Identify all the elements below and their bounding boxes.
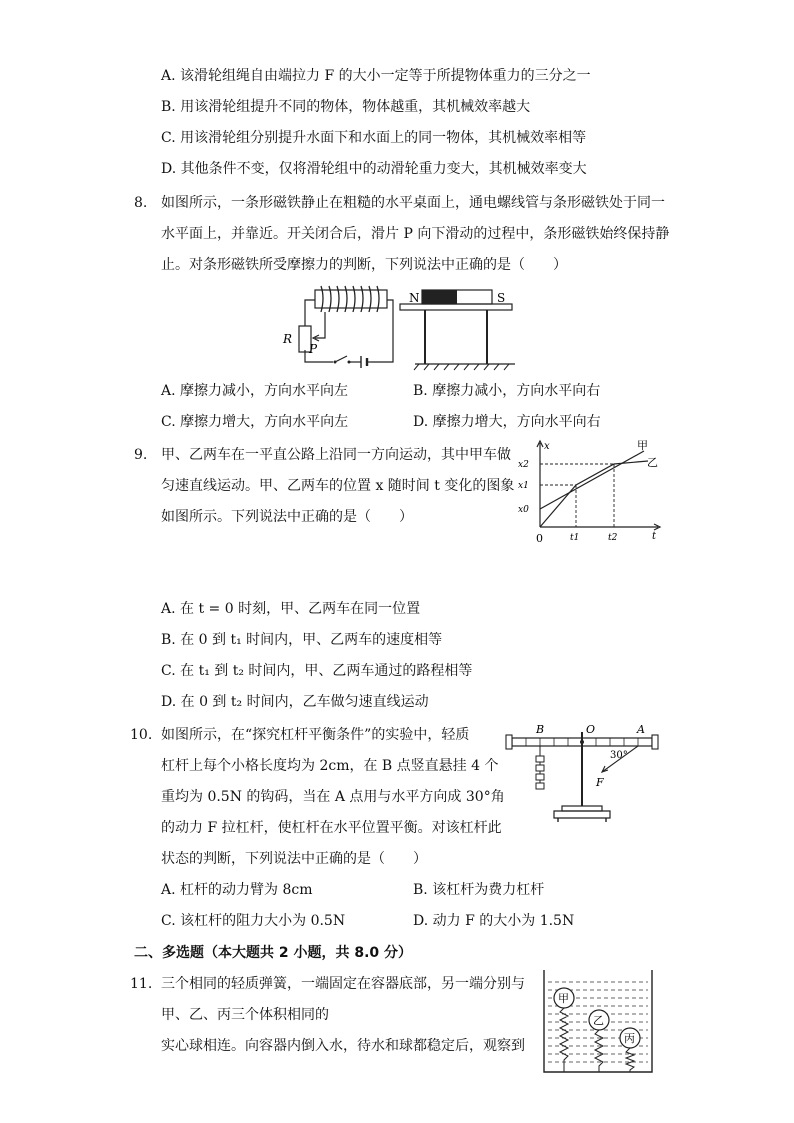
q10-stem-line3: 重均为 0.5N 的钩码，当在 A 点用与水平方向成 30°角 — [161, 789, 505, 805]
q10-number: 10. — [130, 727, 153, 743]
q11-label-yi: 乙 — [593, 1014, 604, 1027]
q9-stem-line3: 如图所示。下列说法中正确的是（ ） — [161, 509, 413, 525]
q11-number: 11. — [130, 976, 153, 992]
q8-stem-line1: 如图所示，一条形磁铁静止在粗糙的水平桌面上，通电螺线管与条形磁铁处于同一 — [161, 195, 665, 211]
q10-label-a: A — [637, 723, 645, 736]
q10-stem-line5: 状态的判断，下列说法中正确的是（ ） — [161, 851, 427, 867]
q9-origin-label: 0 — [536, 532, 543, 545]
q10-label-f: F — [596, 776, 604, 789]
q9-axis-x-label: x — [544, 441, 550, 452]
q9-option-a: A. 在 t = 0 时刻，甲、乙两车在同一位置 — [161, 601, 421, 617]
q7-option-b: B. 用该滑轮组提升不同的物体，物体越重，其机械效率越大 — [161, 99, 531, 115]
q9-option-c: C. 在 t₁ 到 t₂ 时间内，甲、乙两车通过的路程相等 — [161, 663, 473, 679]
q7-option-c: C. 用该滑轮组分别提升水面下和水面上的同一物体，其机械效率相等 — [161, 130, 587, 146]
q11-container-figure — [540, 966, 658, 1078]
q10-option-a: A. 杠杆的动力臂为 8cm — [161, 882, 313, 898]
q9-option-d: D. 在 0 到 t₂ 时间内，乙车做匀速直线运动 — [161, 694, 429, 710]
section-multiple-choice-title: 二、多选题（本大题共 2 小题，共 8.0 分） — [134, 945, 413, 961]
q10-option-b: B. 该杠杆为费力杠杆 — [413, 882, 545, 898]
spring-jia — [560, 1008, 568, 1072]
q8-figure — [275, 280, 530, 372]
q9-label-yi: 乙 — [647, 456, 658, 469]
q10-option-c: C. 该杠杆的阻力大小为 0.5N — [161, 913, 346, 929]
q11-label-jia: 甲 — [558, 992, 569, 1005]
spring-bing — [626, 1048, 634, 1072]
q8-number: 8. — [134, 195, 148, 211]
q10-lever-figure — [502, 722, 666, 830]
q10-label-o: O — [586, 723, 596, 736]
q9-line-yi — [540, 461, 648, 527]
q9-xt-graph — [520, 435, 665, 545]
q8-label-n: N — [409, 291, 420, 305]
q9-option-b: B. 在 0 到 t₁ 时间内，甲、乙两车的速度相等 — [161, 632, 443, 648]
q8-option-d: D. 摩擦力增大，方向水平向右 — [413, 414, 601, 430]
q9-stem-line2: 匀速直线运动。甲、乙两车的位置 x 随时间 t 变化的图象 — [161, 478, 515, 494]
q9-label-jia: 甲 — [637, 439, 648, 452]
q9-label-x2: x2 — [518, 460, 529, 470]
q9-axis-t-label: t — [652, 531, 657, 542]
q10-stem-line1: 如图所示，在“探究杠杆平衡条件”的实验中，轻质 — [161, 727, 470, 743]
q10-stem-line4: 的动力 F 拉杠杆，使杠杆在水平位置平衡。对该杠杆此 — [161, 820, 502, 836]
q8-stem-line2: 水平面上，并靠近。开关闭合后，滑片 P 向下滑动的过程中，条形磁铁始终保持静 — [161, 226, 670, 242]
q8-option-b: B. 摩擦力减小，方向水平向右 — [413, 383, 601, 399]
q11-label-bing: 丙 — [624, 1032, 635, 1045]
q11-stem-line3: 实心球相连。向容器内倒入水，待水和球都稳定后，观察到 — [161, 1038, 525, 1054]
q8-stem-line3: 止。对条形磁铁所受摩擦力的判断，下列说法中正确的是（ ） — [161, 257, 567, 273]
q11-stem-line1: 三个相同的轻质弹簧，一端固定在容器底部，另一端分别与 — [161, 976, 525, 992]
q7-option-a: A. 该滑轮组绳自由端拉力 F 的大小一定等于所提物体重力的三分之一 — [161, 68, 591, 84]
q10-label-angle: 30° — [610, 750, 628, 761]
q8-label-p: P — [309, 342, 318, 356]
q10-stem-line2: 杠杆上每个小格长度均为 2cm，在 B 点竖直悬挂 4 个 — [161, 758, 499, 774]
q9-label-x0: x0 — [518, 505, 529, 515]
q9-line-jia — [540, 451, 644, 509]
q10-label-b: B — [536, 723, 545, 736]
q9-label-t2: t2 — [608, 533, 618, 543]
q8-label-r: R — [283, 332, 293, 346]
q9-number: 9. — [134, 447, 148, 463]
spring-yi — [595, 1030, 603, 1072]
q7-option-d: D. 其他条件不变，仅将滑轮组中的动滑轮重力变大，其机械效率变大 — [161, 161, 587, 177]
q8-option-c: C. 摩擦力增大，方向水平向左 — [161, 414, 349, 430]
q8-label-s: S — [497, 291, 506, 305]
q10-option-d: D. 动力 F 的大小为 1.5N — [413, 913, 575, 929]
q9-label-t1: t1 — [570, 533, 580, 543]
q8-option-a: A. 摩擦力减小，方向水平向左 — [161, 383, 349, 399]
q9-stem-line1: 甲、乙两车在一平直公路上沿同一方向运动，其中甲车做 — [161, 447, 511, 463]
q9-label-x1: x1 — [518, 481, 529, 491]
q11-stem-line2: 甲、乙、丙三个体积相同的 — [161, 1007, 329, 1023]
